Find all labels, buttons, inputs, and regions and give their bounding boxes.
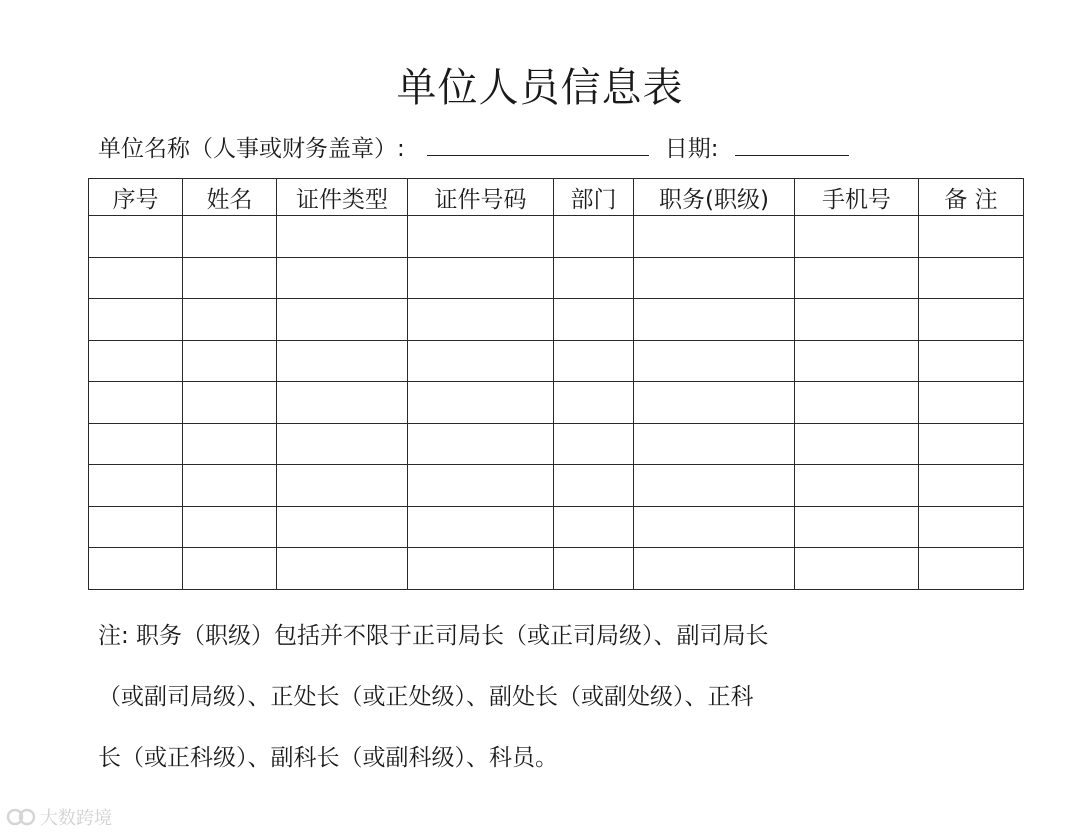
table-row	[89, 299, 1024, 341]
date-blank	[735, 133, 849, 156]
table-cell	[634, 299, 795, 341]
table-cell	[795, 299, 919, 341]
table-cell	[277, 340, 408, 382]
table-cell	[919, 382, 1024, 424]
table-cell	[634, 548, 795, 590]
table-cell	[919, 465, 1024, 507]
header-serial-number: 序号	[89, 179, 183, 216]
table-cell	[183, 548, 277, 590]
table-cell	[554, 216, 634, 258]
header-position: 职务(职级)	[634, 179, 795, 216]
table-row	[89, 257, 1024, 299]
table-cell	[277, 257, 408, 299]
note-line: （或副司局级）、正处长（或正处级）、副处长（或副处级）、正科	[98, 684, 754, 710]
note-line: 注: 职务（职级）包括并不限于正司局长（或正司局级）、副司局长	[98, 623, 769, 649]
table-cell	[554, 465, 634, 507]
table-row	[89, 548, 1024, 590]
table-cell	[89, 257, 183, 299]
table-cell	[183, 506, 277, 548]
table-cell	[183, 340, 277, 382]
table-row	[89, 506, 1024, 548]
table-row	[89, 216, 1024, 258]
table-cell	[554, 423, 634, 465]
table-row	[89, 465, 1024, 507]
table-cell	[554, 506, 634, 548]
table-cell	[554, 382, 634, 424]
unit-info-line	[98, 130, 849, 163]
watermark-text: 大数跨境	[40, 808, 112, 829]
table-header-row	[89, 179, 1024, 216]
note-line: 长（或正科级）、副科长（或副科级）、科员。	[98, 745, 558, 771]
table-cell	[408, 257, 554, 299]
header-name: 姓名	[183, 179, 277, 216]
table-cell	[277, 299, 408, 341]
header-phone: 手机号	[795, 179, 919, 216]
table-cell	[795, 340, 919, 382]
table-cell	[408, 423, 554, 465]
table-row	[89, 423, 1024, 465]
table-cell	[408, 382, 554, 424]
table-cell	[634, 216, 795, 258]
table-cell	[183, 423, 277, 465]
table-cell	[277, 465, 408, 507]
table-cell	[277, 382, 408, 424]
table-cell	[183, 465, 277, 507]
table-cell	[183, 257, 277, 299]
table-cell	[795, 548, 919, 590]
table-cell	[183, 299, 277, 341]
table-cell	[919, 423, 1024, 465]
form-title: 单位人员信息表	[396, 65, 684, 111]
table-cell	[408, 340, 554, 382]
table-row	[89, 340, 1024, 382]
note-block	[98, 606, 978, 789]
table-cell	[634, 382, 795, 424]
table-cell	[89, 423, 183, 465]
table-cell	[919, 216, 1024, 258]
table-cell	[795, 423, 919, 465]
table-cell	[795, 382, 919, 424]
personnel-table	[88, 178, 1024, 590]
table-cell	[183, 216, 277, 258]
table-cell	[795, 216, 919, 258]
table-cell	[919, 548, 1024, 590]
table-cell	[89, 216, 183, 258]
date-label: 日期:	[664, 136, 719, 162]
table-body	[89, 216, 1024, 590]
table-cell	[408, 299, 554, 341]
table-cell	[408, 548, 554, 590]
table-cell	[183, 382, 277, 424]
table-cell	[554, 340, 634, 382]
header-id-type: 证件类型	[277, 179, 408, 216]
header-department: 部门	[554, 179, 634, 216]
table-cell	[408, 216, 554, 258]
table-cell	[89, 465, 183, 507]
table-cell	[634, 340, 795, 382]
table-cell	[634, 257, 795, 299]
table-row	[89, 382, 1024, 424]
kuajing-logo-icon	[6, 806, 36, 828]
header-remarks: 备 注	[919, 179, 1024, 216]
table-cell	[89, 299, 183, 341]
table-cell	[795, 465, 919, 507]
table-cell	[795, 257, 919, 299]
table-cell	[919, 340, 1024, 382]
table-cell	[277, 216, 408, 258]
table-cell	[634, 506, 795, 548]
table-cell	[89, 382, 183, 424]
table-cell	[408, 506, 554, 548]
table-cell	[634, 465, 795, 507]
table-cell	[277, 423, 408, 465]
unit-name-blank	[427, 133, 649, 156]
unit-name-label: 单位名称（人事或财务盖章）:	[98, 136, 405, 162]
table-cell	[919, 257, 1024, 299]
table-cell	[89, 506, 183, 548]
table-cell	[795, 506, 919, 548]
header-id-number: 证件号码	[408, 179, 554, 216]
table-cell	[634, 423, 795, 465]
table-cell	[277, 506, 408, 548]
table-cell	[919, 506, 1024, 548]
table-cell	[919, 299, 1024, 341]
table-cell	[89, 548, 183, 590]
watermark	[6, 804, 112, 830]
table-cell	[408, 465, 554, 507]
table-cell	[277, 548, 408, 590]
table-cell	[554, 548, 634, 590]
table-cell	[554, 257, 634, 299]
table-cell	[554, 299, 634, 341]
table-cell	[89, 340, 183, 382]
